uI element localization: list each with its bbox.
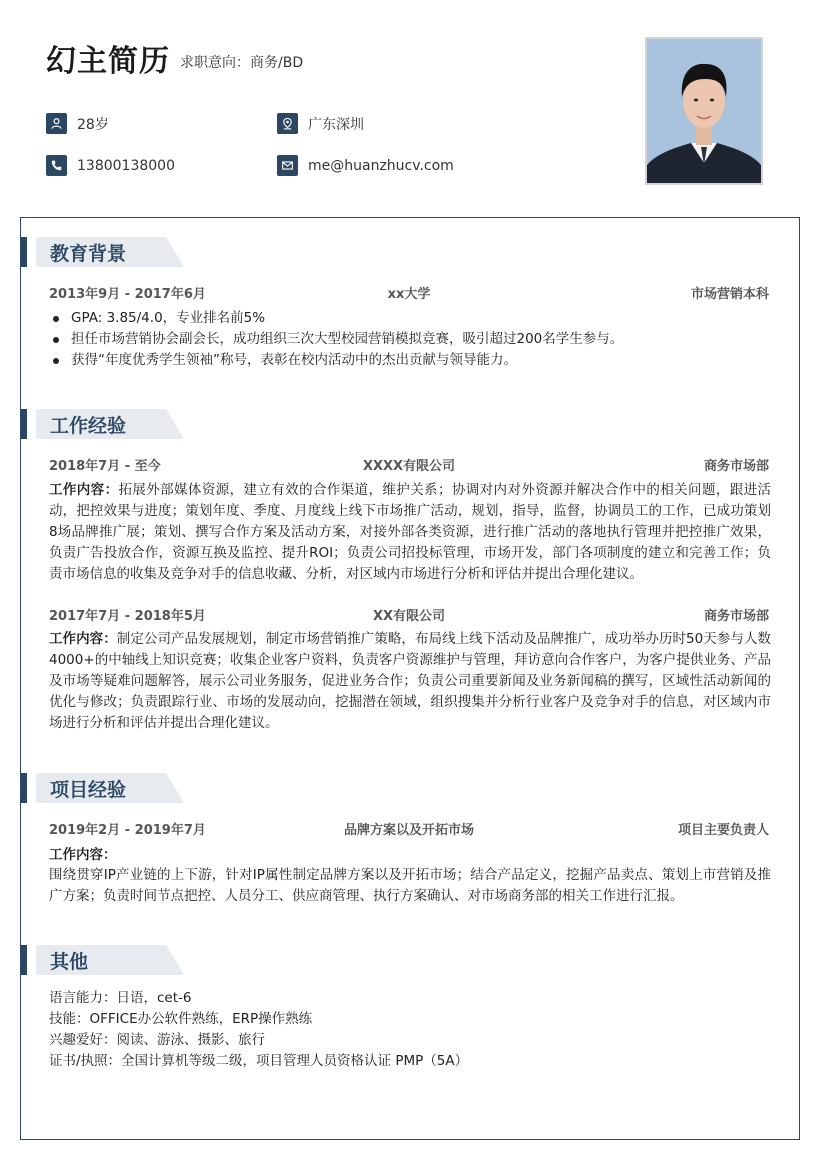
- job-row: [49, 455, 769, 475]
- project-role: 项目主要负责人: [677, 823, 769, 838]
- job-date: 2017年7月 - 2018年5月: [49, 609, 206, 624]
- section-title: 工作经验: [50, 415, 127, 437]
- list-item: 证书/执照：全国计算机等级二级，项目管理人员资格认证 PMP（5A）: [49, 1053, 469, 1069]
- job-dept: 商务市场部: [703, 609, 769, 624]
- education-row: [49, 283, 769, 303]
- list-item: GPA: 3.85/4.0，专业排名前5%: [49, 308, 769, 329]
- job-description: [49, 629, 771, 734]
- section-title: 教育背景: [50, 243, 127, 265]
- job-description: [49, 480, 771, 585]
- job-label: 工作内容：: [49, 482, 119, 498]
- job-text: 拓展外部媒体资源，建立有效的合作渠道，维护关系；协调对内对外资源并解决合作中的相关问题，跟进活动，把控效果与进度；策划年度、季度、月度线上线下市场推广活动，规划，指导，监督，协调员工的工作，已成功策划8场品牌推广展；策划、撰写合作方案及活动方案，对接外部各类资源，进行推广活动的落地执行管理并把控推广效果，负责广告投放合作，资源互换及监控、提升ROI；负责公司招投标管理，市场开发，部门各项制度的建立和完善工作；负责市场信息的收集及竞争对手的信息收藏、分析，对区域内市场进行分析和评估并提出合理化建议。: [49, 482, 772, 582]
- education-date: 2013年9月 - 2017年6月: [49, 287, 206, 302]
- email-text: me@huanzhucv.com: [308, 157, 454, 174]
- info-location: [277, 113, 364, 134]
- project-description: 围绕贯穿IP产业链的上下游，针对IP属性制定品牌方案以及开拓市场；结合产品定义，挖掘产品卖点、策划上市营销及推广方案；负责时间节点把控、人员分工、供应商管理、执行方案确认、对市场商务部的相关工作进行汇报。: [49, 867, 771, 904]
- job-row: [49, 605, 769, 625]
- section-title: 项目经验: [50, 779, 127, 801]
- job-dept: 商务市场部: [703, 459, 769, 474]
- list-item: 兴趣爱好：阅读、游泳、摄影、旅行: [49, 1032, 265, 1048]
- project-row: [49, 819, 769, 839]
- resume-name: 幻主简历: [46, 44, 170, 79]
- job-label: 工作内容：: [49, 631, 117, 647]
- education-school: xx大学: [387, 287, 431, 302]
- phone-icon: [46, 155, 67, 176]
- info-phone: [46, 155, 175, 176]
- other-list: [49, 988, 769, 1072]
- location-pin-icon: [277, 113, 298, 134]
- user-icon: [46, 113, 67, 134]
- project-name: 品牌方案以及开拓市场: [343, 823, 474, 838]
- location-text: 广东深圳: [308, 116, 364, 133]
- list-item: 语言能力：日语，cet-6: [49, 990, 192, 1006]
- project-date: 2019年2月 - 2019年7月: [49, 823, 206, 838]
- section-title: 其他: [50, 951, 89, 973]
- list-item: 担任市场营销协会副会长，成功组织三次大型校园营销模拟竞赛，吸引超过200名学生参与。: [49, 329, 769, 350]
- phone-text: 13800138000: [77, 157, 175, 174]
- info-email: [277, 155, 454, 176]
- info-age: [46, 113, 109, 134]
- job-company: XXXX有限公司: [362, 459, 456, 474]
- profile-photo: [645, 37, 763, 185]
- mail-icon: [277, 155, 298, 176]
- job-date: 2018年7月 - 至今: [49, 459, 161, 474]
- list-item: 技能：OFFICE办公软件熟练，ERP操作熟练: [49, 1011, 313, 1027]
- job-text: 制定公司产品发展规划，制定市场营销推广策略，布局线上线下活动及品牌推广，成功举办历时50天参与人数4000+的中轴线上知识竞赛；收集企业客户资料，负责客户资源维护与管理，拜访意向合作客户，为客户提供业务、产品及市场等疑难问题解答，展示公司业务服务，促进业务合作；负责公司重要新闻及业务新闻稿的撰写，区域性活动新闻的优化与修改；负责跟踪行业、市场的发展动向，挖掘潜在领域，组织搜集并分析行业客户及竞争对手的信息，对区域内市场进行分析和评估并提出合理化建议。: [49, 631, 772, 731]
- education-major: 市场营销本科: [690, 287, 769, 302]
- job-intent: 求职意向：商务/BD: [180, 55, 304, 71]
- education-bullets: [49, 308, 769, 371]
- job-company: XX有限公司: [372, 609, 446, 624]
- project-label: 工作内容：: [49, 847, 117, 863]
- age-text: 28岁: [77, 116, 109, 133]
- list-item: 获得“年度优秀学生领袖”称号，表彰在校内活动中的杰出贡献与领导能力。: [49, 350, 769, 371]
